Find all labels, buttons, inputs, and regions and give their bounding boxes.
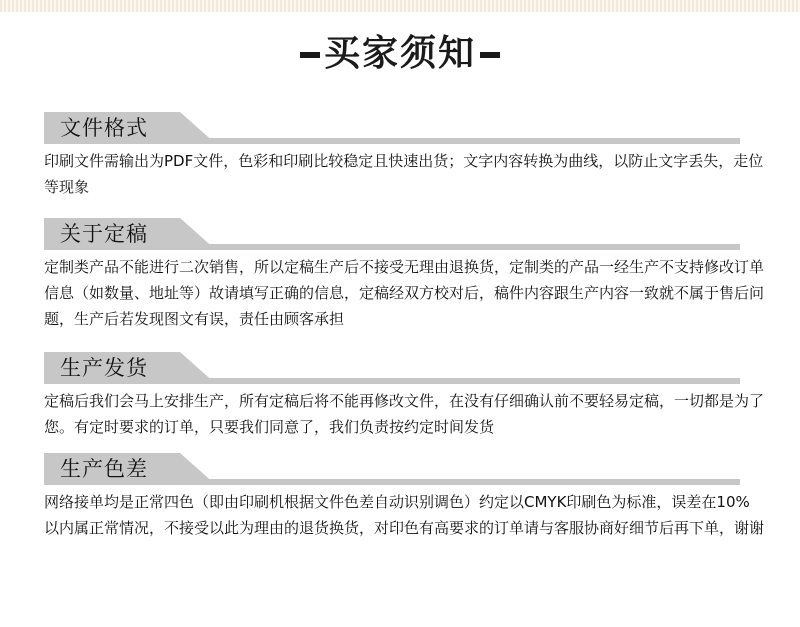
section-about-final-draft <box>0 216 800 332</box>
section-header <box>0 350 800 384</box>
section-heading: 生产色差 <box>60 457 148 481</box>
section-heading: 生产发货 <box>60 356 148 380</box>
section-heading: 关于定稿 <box>60 222 148 246</box>
section-heading: 文件格式 <box>60 116 148 140</box>
section-header <box>0 216 800 250</box>
section-header <box>0 451 800 485</box>
page-title <box>0 24 800 84</box>
section-file-format <box>0 110 800 200</box>
title-right-dash <box>480 52 500 58</box>
section-body: 定稿后我们会马上安排生产，所有定稿后将不能再修改文件，在没有仔细确认前不要轻易定稿，一切都是为了您。有定时要求的订单，只要我们同意了，我们负责按约定时间发货 <box>44 392 765 436</box>
section-header <box>0 110 800 144</box>
section-body: 印刷文件需输出为PDF文件，色彩和印刷比较稳定且快速出货；文字内容转换为曲线，以防止文字丢失，走位等现象 <box>44 152 764 196</box>
top-decorative-strip <box>0 0 800 12</box>
title-left-dash <box>300 52 320 58</box>
section-body: 网络接单均是正常四色（即由印刷机根据文件色差自动识别调色）约定以CMYK印刷色为标准，误差在10%以内属正常情况，不接受以此为理由的退货换货，对印色有高要求的订单请与客服协商好细节后再下单，谢谢 <box>44 493 765 537</box>
page-title-text: 买家须知 <box>323 33 476 74</box>
section-production-shipping <box>0 350 800 440</box>
section-body: 定制类产品不能进行二次销售，所以定稿生产后不接受无理由退换货，定制类的产品一经生产不支持修改订单信息（如数量、地址等）故请填写正确的信息，定稿经双方校对后，稿件内容跟生产内容一致就不属于售后问题，生产后若发现图文有误，责任由顾客承担 <box>44 258 765 328</box>
section-color-difference <box>0 451 800 541</box>
